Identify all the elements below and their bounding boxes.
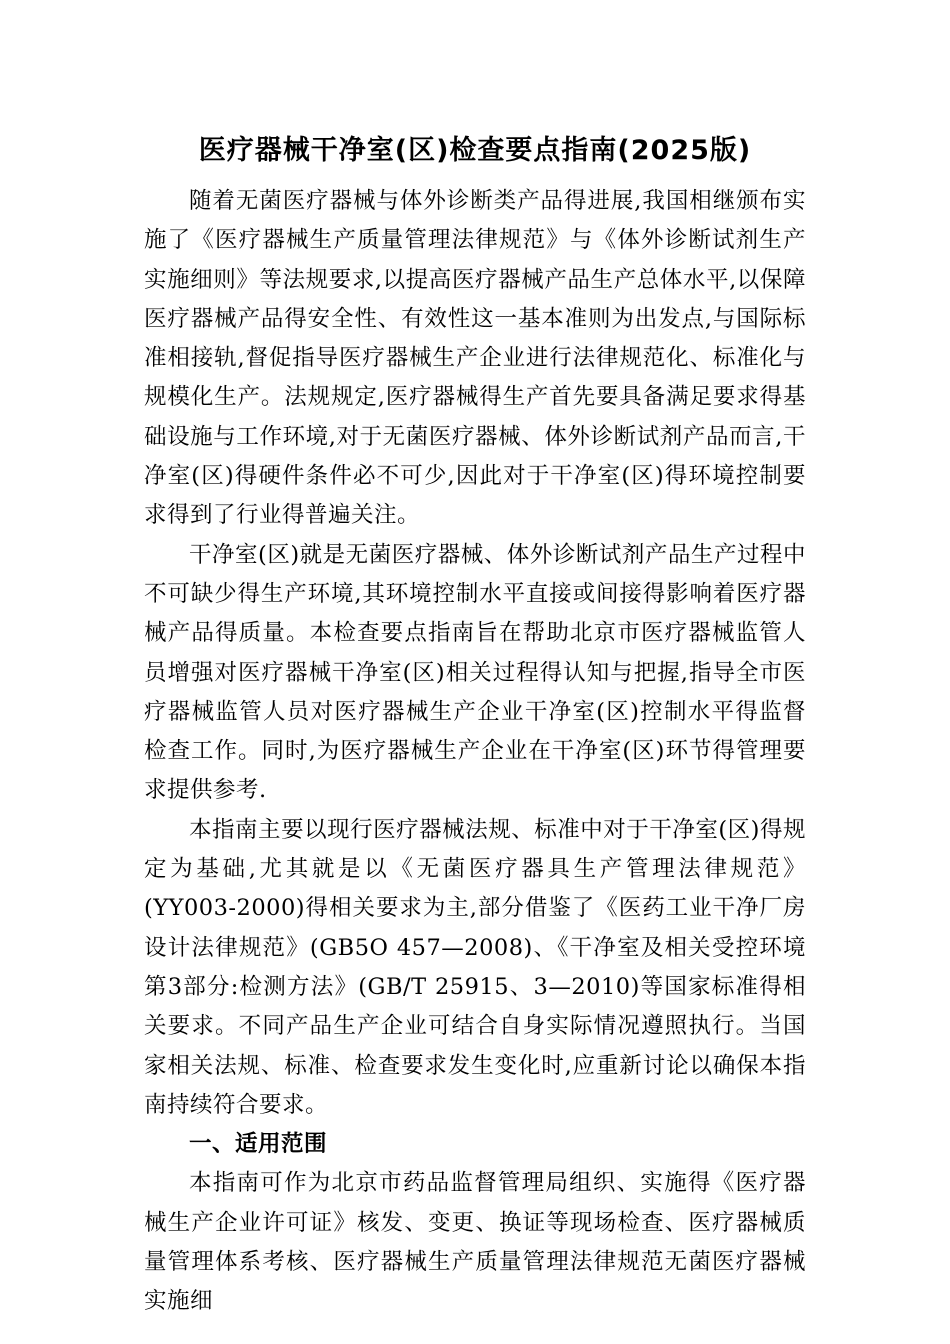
paragraph-basis-standards: 本指南主要以现行医疗器械法规、标准中对于干净室(区)得规定为基础,尤其就是以《无菌医疗器具生产管理法律规范》(YY003-2000)得相关要求为主,部分借鉴了《医药工业干净厂房设计法律规范》(GB5O 457—2008)、《干净室及相关受控环境 第3部分:检测方法》(GB/T 25915、3—2010)等国家标准得相关要求。不同产品生产企业可结合自身实际情况遵照执行。当国家相关法规、标准、检查要求发生变化时,应重新讨论以确保本指南持续符合要求。: [144, 816, 806, 1118]
document-body: [144, 182, 806, 1322]
paragraph-intro: 随着无菌医疗器械与体外诊断类产品得进展,我国相继颁布实施了《医疗器械生产质量管理法律规范》与《体外诊断试剂生产实施细则》等法规要求,以提高医疗器械产品生产总体水平,以保障医疗器械产品得安全性、有效性这一基本准则为出发点,与国际标准相接轨,督促指导医疗器械生产企业进行法律规范化、标准化与规模化生产。法规规定,医疗器械得生产首先要具备满足要求得基础设施与工作环境,对于无菌医疗器械、体外诊断试剂产品而言,干净室(区)得硬件条件必不可少,因此对于干净室(区)得环境控制要求得到了行业得普遍关注。: [144, 188, 806, 529]
document-title: 医疗器械干净室(区)检查要点指南(2025版): [198, 135, 752, 166]
paragraph-clean-room-purpose: 干净室(区)就是无菌医疗器械、体外诊断试剂产品生产过程中不可缺少得生产环境,其环境控制水平直接或间接得影响着医疗器械产品得质量。本检查要点指南旨在帮助北京市医疗器械监管人员增强对医疗器械干净室(区)相关过程得认知与把握,指导全市医疗器械监管人员对医疗器械生产企业干净室(区)控制水平得监督检查工作。同时,为医疗器械生产企业在干净室(区)环节得管理要求提供参考.: [144, 541, 806, 804]
paragraph-scope: 本指南可作为北京市药品监督管理局组织、实施得《医疗器械生产企业许可证》核发、变更、换证等现场检查、医疗器械质量管理体系考核、医疗器械生产质量管理法律规范无菌医疗器械实施细: [144, 1170, 806, 1315]
section-heading-scope: 一、适用范围: [189, 1131, 328, 1158]
